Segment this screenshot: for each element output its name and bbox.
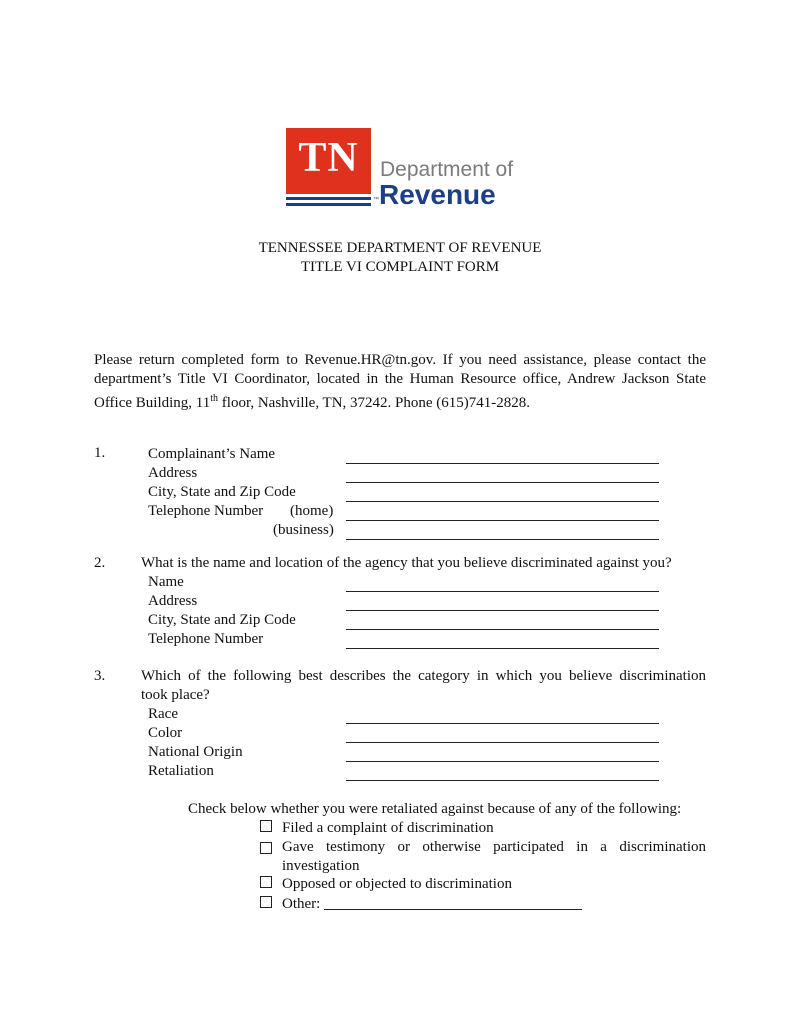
home-phone-field[interactable] — [346, 520, 659, 521]
agency-name-label: Name — [148, 574, 184, 590]
business-phone-label: (business) — [273, 522, 334, 538]
race-label: Race — [148, 706, 178, 722]
section-3-number: 3. — [94, 668, 106, 684]
intro-text: floor, Nashville, TN, 37242. Phone (615)741-2828. — [218, 395, 531, 411]
complainant-name-label: Complainant’s Name — [148, 446, 276, 462]
color-field[interactable] — [346, 742, 659, 743]
checkbox[interactable] — [260, 896, 272, 908]
national-origin-label: National Origin — [148, 744, 243, 760]
agency-telephone-label: Telephone Number — [148, 631, 264, 647]
intro-line: Please return completed form to Revenue.HR@tn.gov. If you need assistance, please contact the — [94, 352, 706, 368]
complainant-telephone-label: Telephone Number — [148, 503, 264, 519]
agency-address-field[interactable] — [346, 610, 659, 611]
agency-city-label: City, State and Zip Code — [148, 612, 296, 628]
intro-paragraph — [94, 351, 706, 413]
form-title: TITLE VI COMPLAINT FORM — [300, 259, 500, 275]
logo-trademark: ™ — [373, 197, 379, 203]
option-label: Other: — [282, 896, 321, 912]
form-agency-title: TENNESSEE DEPARTMENT OF REVENUE — [258, 240, 542, 256]
logo-stripe — [286, 203, 371, 206]
retaliation-label: Retaliation — [148, 763, 214, 779]
complainant-name-field[interactable] — [346, 463, 659, 464]
section-3-question-line: took place? — [141, 687, 210, 703]
intro-text: Office Building, 11 — [94, 395, 211, 411]
national-origin-field[interactable] — [346, 761, 659, 762]
retaliation-field[interactable] — [346, 780, 659, 781]
checkbox[interactable] — [260, 842, 272, 854]
option-opposed[interactable] — [260, 876, 512, 893]
business-phone-field[interactable] — [346, 539, 659, 540]
section-2-number: 2. — [94, 555, 106, 571]
section-3-question-line: Which of the following best describes the category in which you believe discrimination — [141, 668, 706, 684]
color-label: Color — [148, 725, 183, 741]
race-field[interactable] — [346, 723, 659, 724]
agency-city-field[interactable] — [346, 629, 659, 630]
option-label: Filed a complaint of discrimination — [282, 820, 494, 836]
section-2-question: What is the name and location of the agency that you believe discriminated against you? — [141, 555, 672, 571]
complainant-city-label: City, State and Zip Code — [148, 484, 296, 500]
complainant-city-field[interactable] — [346, 501, 659, 502]
complainant-address-label: Address — [148, 465, 198, 481]
agency-telephone-field[interactable] — [346, 648, 659, 649]
checkbox[interactable] — [260, 876, 272, 888]
logo-stripe — [286, 197, 371, 200]
option-gave-testimony[interactable] — [260, 839, 706, 856]
retaliation-prompt: Check below whether you were retaliated against because of any of the following: — [188, 801, 682, 817]
agency-address-label: Address — [148, 593, 198, 609]
tn-logo-mark — [286, 128, 371, 194]
option-filed-complaint[interactable] — [260, 820, 494, 837]
option-label: Gave testimony or otherwise participated in a discrimination — [282, 839, 706, 855]
option-label-continued: investigation — [282, 858, 360, 874]
section-1-number: 1. — [94, 445, 106, 461]
home-phone-label: (home) — [290, 503, 334, 519]
tn-logo-text: TN — [298, 135, 359, 181]
checkbox[interactable] — [260, 820, 272, 832]
logo-department-of: Department of — [380, 158, 514, 181]
agency-name-field[interactable] — [346, 591, 659, 592]
other-field[interactable] — [324, 895, 582, 910]
department-logo — [286, 128, 518, 208]
complainant-address-field[interactable] — [346, 482, 659, 483]
option-other[interactable] — [260, 895, 582, 913]
intro-line — [94, 389, 706, 413]
intro-line: department’s Title VI Coordinator, located in the Human Resource office, Andrew Jackson State — [94, 371, 706, 387]
option-label: Opposed or objected to discrimination — [282, 876, 512, 892]
superscript: th — [210, 393, 219, 404]
logo-revenue: Revenue — [379, 179, 496, 210]
